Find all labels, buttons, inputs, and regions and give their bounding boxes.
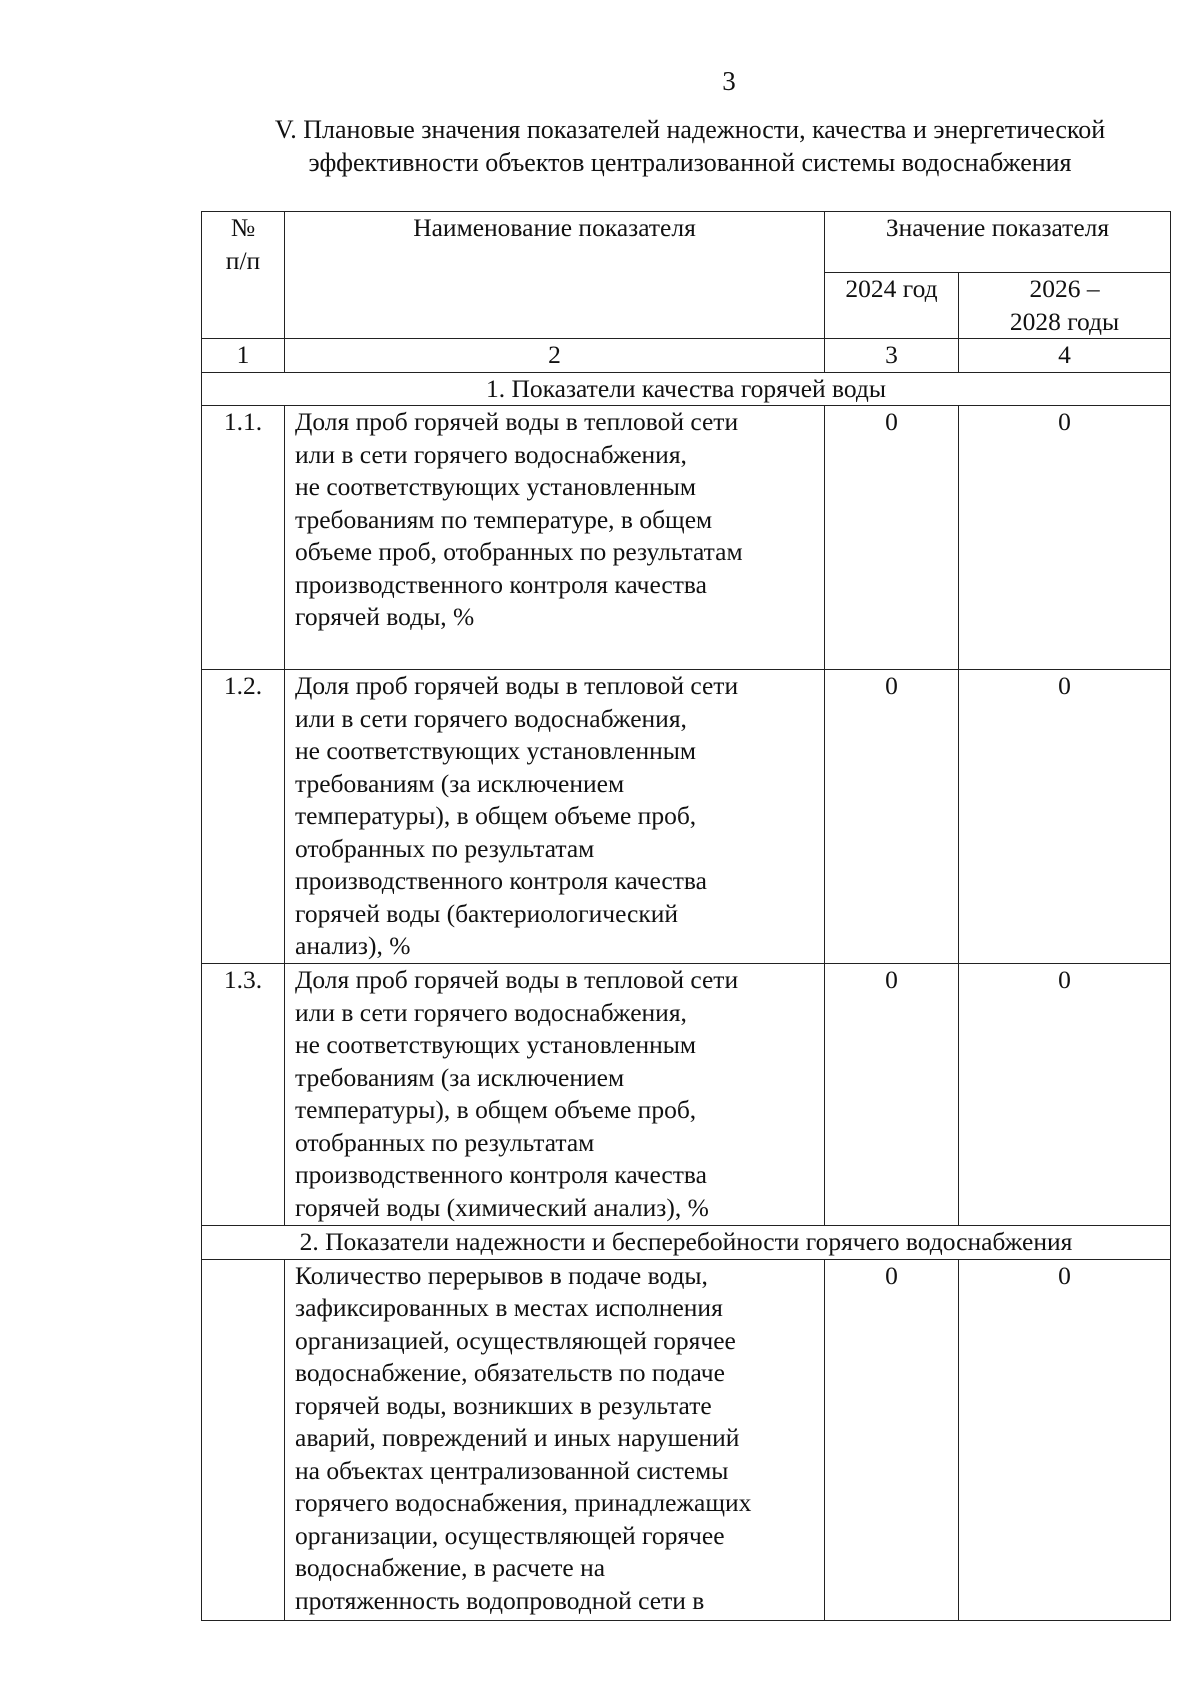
header-num-cell [202,212,285,339]
section-title: 2. Показатели надежности и бесперебойности горячего водоснабжения [202,1226,1171,1260]
column-index-2: 2 [285,339,825,373]
indicator-name-line: не соответствующих установленным [295,472,697,501]
value-2026-2028: 0 [959,1259,1171,1620]
indicators-table [201,211,1171,1621]
table-row [202,670,1171,964]
indicator-name-line: Количество перерывов в подаче воды, [295,1260,708,1290]
heading-line-1: V. Плановые значения показателей надежности, качества и энергетической [274,115,1106,144]
table-row [202,1259,1171,1620]
column-index-3: 3 [825,339,959,373]
indicator-name-line: горячей воды (бактериологический [295,898,679,928]
section-heading [200,113,1180,179]
table-header-row [202,212,1171,273]
indicator-name-line: не соответствующих установленным [295,1030,697,1059]
column-index-4: 4 [959,339,1171,373]
row-number: 1.1. [202,406,285,670]
indicator-name-line: организации, осуществляющей горячее [295,1520,725,1550]
indicator-name [285,670,825,964]
indicator-name-line: требованиям по температуре, в общем [295,504,713,534]
indicator-name-line: горячей воды, возникших в результате [295,1390,712,1420]
indicator-name-line: аварий, повреждений и иных нарушений [295,1423,740,1452]
indicator-name-line: организацией, осуществляющей горячее [295,1325,736,1355]
indicator-name-line: производственного контроля качества [295,569,707,599]
value-2024: 0 [825,670,959,964]
indicator-name [285,1259,825,1620]
header-name-cell: Наименование показателя [285,212,825,339]
indicator-name-line: зафиксированных в местах исполнения [295,1293,723,1322]
indicator-name-line: температуры), в общем объеме проб, [295,1095,697,1124]
value-2024: 0 [825,964,959,1226]
row-number: 1.2. [202,670,285,964]
header-value-group: Значение показателя [825,212,1171,273]
indicator-name-line: горячей воды (химический анализ), % [295,1192,709,1222]
indicator-name-line: или в сети горячего водоснабжения, [295,703,687,733]
indicator-name-line: производственного контроля качества [295,1160,707,1189]
row-number: 1.3. [202,964,285,1226]
header-year-2024: 2024 год [825,273,959,339]
section-title: 1. Показатели качества горячей воды [202,372,1171,406]
value-2024: 0 [825,1259,959,1620]
value-2024: 0 [825,406,959,670]
page-number: 3 [722,66,736,96]
indicator-name-line: водоснабжение, обязательств по подаче [295,1358,725,1387]
value-2026-2028: 0 [959,406,1171,670]
indicator-name-line: или в сети горячего водоснабжения, [295,997,687,1027]
table-row [202,406,1171,670]
indicator-name-line: протяженность водопроводной сети в [295,1585,705,1615]
table-row [202,964,1171,1226]
indicator-name-line: анализ), % [295,931,411,960]
indicator-name-line: не соответствующих установленным [295,736,697,765]
header-num-symbol: № [230,213,256,242]
value-2026-2028: 0 [959,670,1171,964]
column-index-1: 1 [202,339,285,373]
indicator-name-line: Доля проб горячей воды в тепловой сети [295,407,739,436]
row-number [202,1259,285,1620]
indicator-name [285,964,825,1226]
header-num-abbr: п/п [225,245,261,275]
indicator-name-line: отобранных по результатам [295,1127,595,1157]
indicator-name-line: горячей воды, % [295,602,475,631]
indicator-name-line: требованиям (за исключением [295,1062,625,1092]
header-years-line-1: 2026 – [1029,274,1100,303]
indicator-name-line: объеме проб, отобранных по результатам [295,537,743,566]
section-title-row [202,1226,1171,1260]
column-index-row [202,339,1171,373]
indicator-name-line: или в сети горячего водоснабжения, [295,439,687,469]
indicator-name-line: на объектах централизованной системы [295,1455,729,1485]
indicator-name [285,406,825,670]
indicator-name-line: отобранных по результатам [295,833,595,863]
header-years-line-2: 2028 годы [1009,306,1120,336]
indicator-name-line: горячего водоснабжения, принадлежащих [295,1488,752,1517]
header-years-2026-2028 [959,273,1171,339]
indicator-name-line: температуры), в общем объеме проб, [295,801,697,830]
indicator-name-line: требованиям (за исключением [295,768,625,798]
indicator-name-line: производственного контроля качества [295,866,707,895]
value-2026-2028: 0 [959,964,1171,1226]
heading-line-2: эффективности объектов централизованной системы водоснабжения [308,148,1072,177]
indicator-name-line: Доля проб горячей воды в тепловой сети [295,671,739,700]
indicator-name-line: Доля проб горячей воды в тепловой сети [295,965,739,994]
indicator-name-line: водоснабжение, в расчете на [295,1553,606,1582]
section-title-row [202,372,1171,406]
